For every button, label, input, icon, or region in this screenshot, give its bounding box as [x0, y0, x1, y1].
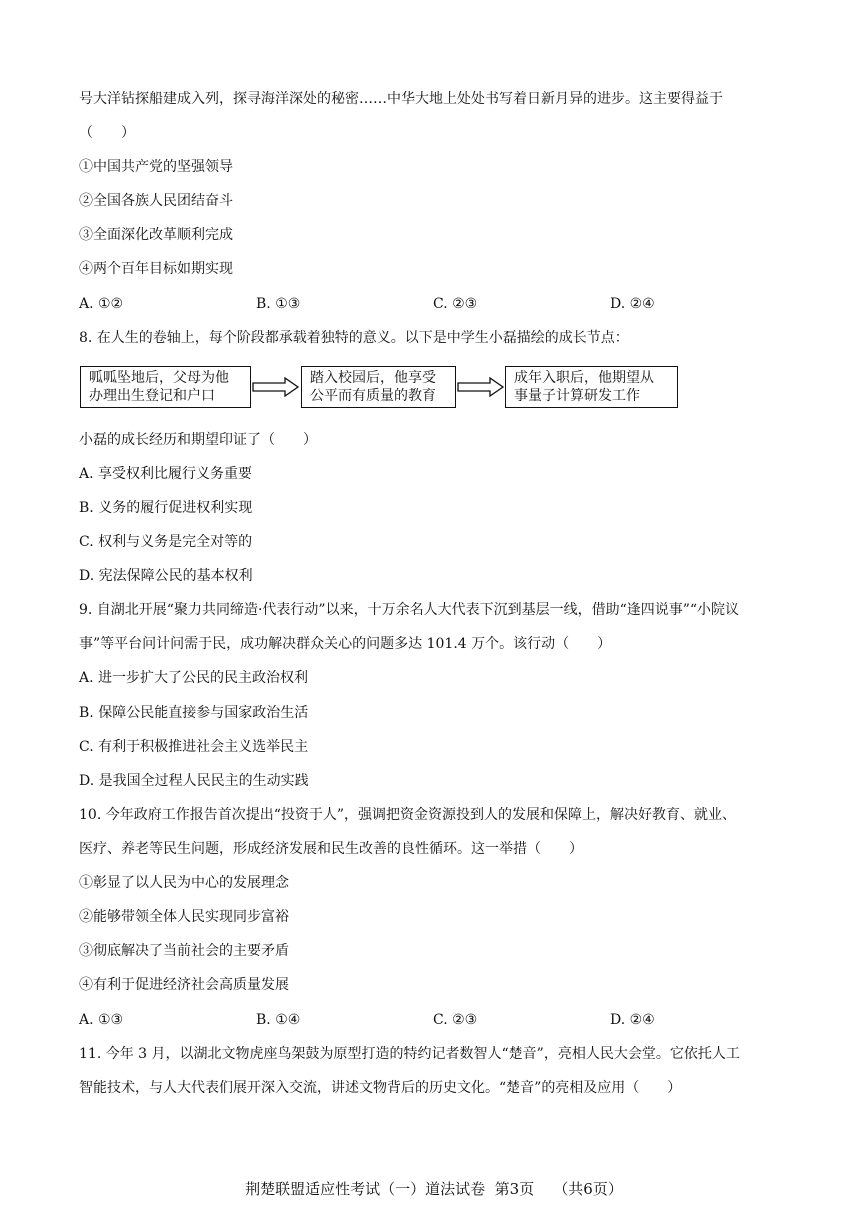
q9-option-c: C. 有利于积极推进社会主义选举民主	[79, 739, 309, 755]
q10-statement-4: ④有利于促进经济社会高质量发展	[79, 977, 289, 993]
q10-statement-1: ①彰显了以人民为中心的发展理念	[79, 875, 289, 891]
q10-option-d: D. ②④	[610, 1012, 655, 1028]
flow-box-birth-line2: 办理出生登记和户口	[89, 388, 215, 404]
q9-option-d: D. 是我国全过程人民民主的生动实践	[79, 773, 309, 789]
flow-arrow-2-icon	[457, 377, 505, 397]
q9-stem-line1: 9. 自湖北开展“聚力共同缔造·代表行动”以来，十万余名人大代表下沉到基层一线，借助“逢四说事”“小院议	[79, 602, 740, 618]
q8-option-d: D. 宪法保障公民的基本权利	[79, 568, 253, 584]
q9-option-a: A. 进一步扩大了公民的民主政治权利	[79, 670, 309, 686]
q7-statement-4: ④两个百年目标如期实现	[79, 261, 233, 277]
q7-option-c: C. ②③	[433, 296, 478, 312]
q10-stem-line2: 医疗、养老等民生问题，形成经济发展和民生改善的良性循环。这一举措（ ）	[79, 841, 583, 857]
q7-statement-3: ③全面深化改革顺利完成	[79, 227, 233, 243]
q8-option-a: A. 享受权利比履行义务重要	[79, 466, 253, 482]
q11-stem-line1: 11. 今年 3 月，以湖北文物虎座鸟架鼓为原型打造的特约记者数智人“楚音”，亮相人民大会堂。它依托人工	[79, 1046, 740, 1062]
page-footer: 荆楚联盟适应性考试（一）道法试卷 第3页 （共6页）	[245, 1180, 623, 1198]
q8-question: 小磊的成长经历和期望印证了（ ）	[79, 432, 317, 448]
q7-option-d: D. ②④	[610, 296, 655, 312]
q8-option-c: C. 权利与义务是完全对等的	[79, 534, 253, 550]
q10-statement-3: ③彻底解决了当前社会的主要矛盾	[79, 943, 289, 959]
q7-option-b: B. ①③	[256, 296, 301, 312]
flow-box-career-line2: 事量子计算研发工作	[514, 388, 640, 404]
q7-options	[79, 295, 779, 313]
q8-option-b: B. 义务的履行促进权利实现	[79, 500, 253, 516]
q7-stem-line1: 号大洋钻探船建成入列，探寻海洋深处的秘密……中华大地上处处书写着日新月异的进步。这主要得益于	[79, 91, 723, 107]
q8-stem: 8. 在人生的卷轴上，每个阶段都承载着独特的意义。以下是中学生小磊描绘的成长节点：	[79, 330, 629, 346]
q9-stem-line2: 事”等平台问计问需于民，成功解决群众关心的问题多达 101.4 万个。该行动（ ）	[79, 636, 612, 652]
flow-arrow-1-icon	[252, 377, 300, 397]
q7-answer-paren: （ ）	[79, 125, 135, 141]
q7-option-a: A. ①②	[79, 296, 124, 312]
q10-options	[79, 1011, 779, 1029]
q10-stem-line1: 10. 今年政府工作报告首次提出“投资于人”，强调把资金资源投到人的发展和保障上，解决好教育、就业、	[79, 807, 737, 823]
q10-option-c: C. ②③	[433, 1012, 478, 1028]
q10-option-a: A. ①③	[79, 1012, 124, 1028]
q7-statement-2: ②全国各族人民团结奋斗	[79, 193, 233, 209]
q10-option-b: B. ①④	[256, 1012, 301, 1028]
q9-option-b: B. 保障公民能直接参与国家政治生活	[79, 705, 309, 721]
q10-statement-2: ②能够带领全体人民实现同步富裕	[79, 909, 289, 925]
flow-box-school	[301, 366, 456, 408]
flow-box-school-line1: 踏入校园后，他享受	[310, 370, 436, 386]
flow-box-career-line1: 成年入职后，他期望从	[514, 370, 654, 386]
q7-statement-1: ①中国共产党的坚强领导	[79, 159, 233, 175]
q11-stem-line2: 智能技术，与人大代表们展开深入交流，讲述文物背后的历史文化。“楚音”的亮相及应用（ ）	[79, 1080, 682, 1096]
flow-box-career	[505, 366, 678, 408]
flow-box-birth-line1: 呱呱坠地后，父母为他	[89, 370, 229, 386]
flow-box-school-line2: 公平而有质量的教育	[310, 388, 436, 404]
flow-box-birth	[80, 366, 251, 408]
